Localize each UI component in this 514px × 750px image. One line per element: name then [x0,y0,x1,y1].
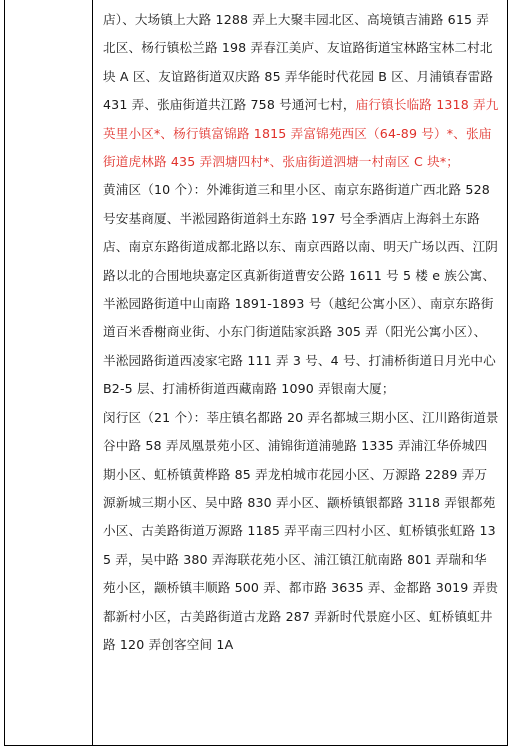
minhang-paragraph: 闵行区（21 个）：莘庄镇名都路 20 弄名都城三期小区、江川路街道景谷中路 58 弄凤凰景苑小区、浦锦街道浦驰路 1335 弄浦江华侨城四期小区、虹桥镇黄桦路 85 弄龙柏城市花园小区、万源路 2289 弄万源新城三期小区、吴中路 830 弄小区、颛桥镇银都路 3118 弄银都苑小区、古美路街道万源路 1185 弄平南三四村小区、虹桥镇张虹路 135 弄，吴中路 380 弄海联花苑小区、浦江镇江航南路 801 弄瑞和华苑小区，颛桥镇丰顺路 500 弄、都市路 3635 弄、金都路 3019 弄贵都新村小区，古美路街道古龙路 287 弄新时代景庭小区、虹桥镇虹井路 120 弄创客空间 1A [103,409,499,652]
baoshan-text: 店）、大场镇上大路 1288 弄上大聚丰园北区、高境镇吉浦路 615 弄北区、杨行镇松兰路 198 弄春江美庐、友谊路街道宝林路宝林二村北块 A 区、友谊路街道双庆路 85 弄华能时代花园 B 区、月浦镇春雷路 431 弄、张庙街道共江路 758 号通河七村， [103,12,494,113]
baoshan-paragraph [103,6,499,176]
huangpu-paragraph: 黄浦区（10 个）：外滩街道三和里小区、南京东路街道广西北路 528 号安基商厦、半淞园路街道斜土东路 197 号全季酒店上海斜土东路店、南京东路街道成都北路以东、南京西路以南、明天广场以西、江阴路以北的合围地块嘉定区真新街道曹安公路 1611 号 5 楼 e 族公寓、半淞园路街道中山南路 1891-1893 号（越纪公寓小区）、南京东路街道百米香榭商业街、小东门街道陆家浜路 305 弄（阳光公寓小区）、半淞园路街道西凌家宅路 111 弄 3 号、4 号、打浦桥街道日月光中心 B2-5 层、打浦桥街道西藏南路 1090 弄银南大厦； [103,182,499,397]
table-content-cell [93,0,507,745]
baoshan-highlighted-text: 庙行镇长临路 1318 弄九英里小区*、杨行镇富锦路 1815 弄富锦苑西区（64-89 号）*、张庙街道虎林路 435 弄泗塘四村*、张庙街道泗塘一村南区 C 块*； [103,97,499,170]
document-table [4,0,508,746]
table-left-column [5,0,93,745]
